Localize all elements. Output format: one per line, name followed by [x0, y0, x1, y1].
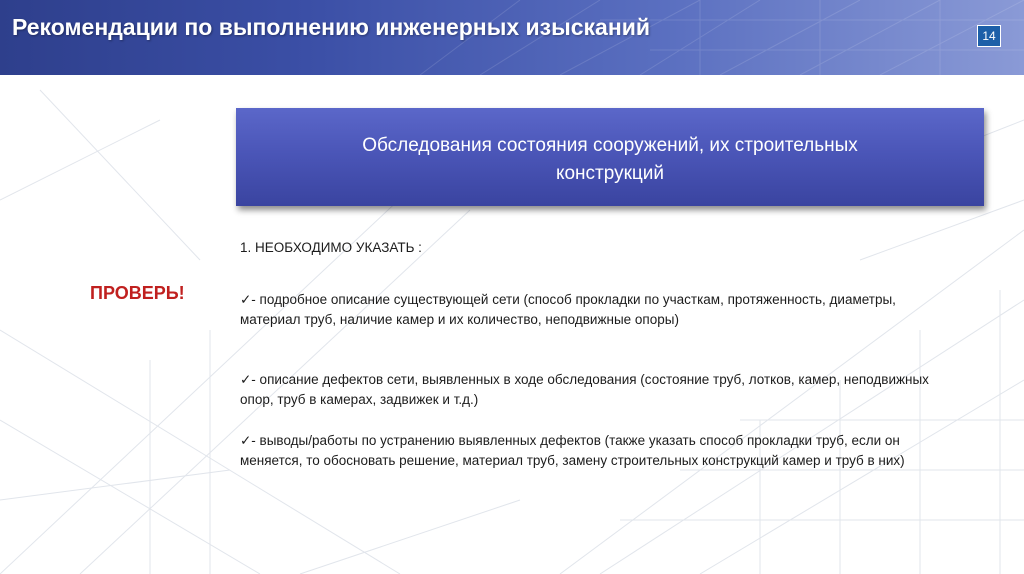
header-bar [0, 0, 1024, 75]
page-number-badge: 14 [977, 25, 1001, 47]
page-title: Рекомендации по выполнению инженерных изысканий [12, 14, 651, 40]
content-heading: 1. НЕОБХОДИМО УКАЗАТЬ : [240, 240, 422, 255]
banner-text-line-1: Обследования состояния сооружений, их строительных [362, 135, 858, 156]
list-item: ✓- выводы/работы по устранению выявленных дефектов (также указать способ прокладки труб, если он меняется, то обосновать решение, материал труб, замену строительных конструкций камер и труб в них) [240, 433, 905, 468]
banner-text-line-2: конструкций [555, 163, 665, 184]
section-banner [236, 108, 984, 206]
check-label: ПРОВЕРЬ! [90, 283, 185, 303]
list-item: ✓- подробное описание существующей сети (способ прокладки по участкам, протяженность, диаметры, материал труб, наличие камер и их количество, неподвижные опоры) [240, 292, 896, 327]
list-item: ✓- описание дефектов сети, выявленных в ходе обследования (состояние труб, лотков, камер, неподвижных опор, труб в камерах, задвижек и т.д.) [240, 372, 929, 407]
banner-text [236, 132, 984, 188]
